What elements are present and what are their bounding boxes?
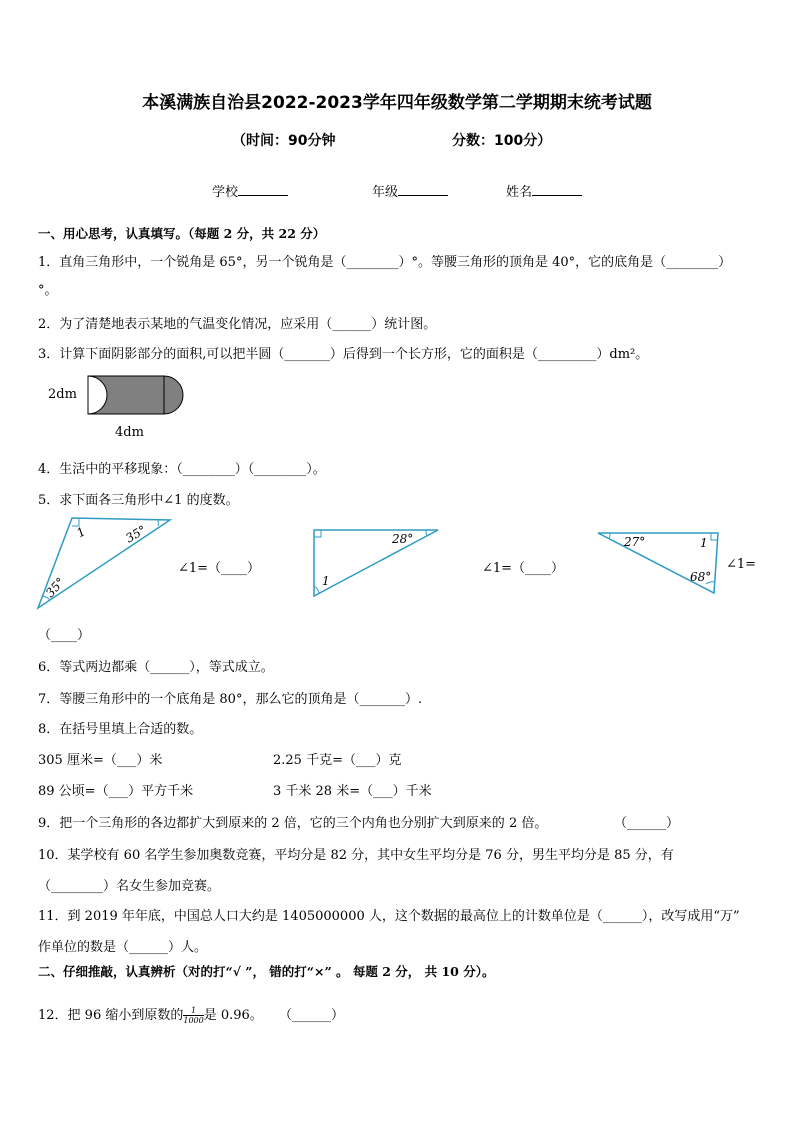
question-8: 8．在括号里填上合适的数。 [38, 722, 203, 737]
question-8-d: 3 千米 28 米=（___）千米 [273, 784, 432, 799]
triangle-3-angle-1: 1 [700, 536, 708, 550]
triangle-3-arc-a [609, 533, 610, 539]
grade-label: 年级 [372, 185, 399, 200]
question-3: 3．计算下面阴影部分的面积,可以把半圆（_______）后得到一个长方形，它的面积是（_________）dm²。 [38, 347, 649, 362]
figure-height-label: 2dm [48, 387, 77, 402]
triangle-1-angle-35-top: 35° [123, 522, 149, 546]
school-label: 学校 [212, 185, 239, 200]
triangle-2-angle-1: 1 [322, 574, 330, 588]
triangle-1-angle-1: 1 [74, 524, 88, 541]
triangle-2-angle-28: 28° [392, 532, 414, 546]
question-7: 7．等腰三角形中的一个底角是 80°，那么它的顶角是（_______）. [38, 692, 423, 707]
figure-width-label: 4dm [115, 425, 144, 440]
question-11-line2: 作单位的数是（______）人。 [38, 940, 208, 955]
question-9: 9．把一个三角形的各边都扩大到原来的 2 倍，它的三个内角也分别扩大到原来的 2 倍。 [38, 816, 548, 831]
question-5: 5．求下面各三角形中∠1 的度数。 [38, 493, 239, 508]
fraction-numerator: 1 [183, 1006, 203, 1016]
question-11-line1: 11．到 2019 年年底，中国总人口大约是 1405000000 人，这个数据的最高位上的计数单位是（______），改写成用“万” [38, 909, 740, 924]
page-title: 本溪满族自治县2022-2023学年四年级数学第二学期期末统考试题 [142, 93, 652, 113]
question-10-line1: 10．某学校有 60 名学生参加奥数竞赛，平均分是 82 分，其中女生平均分是 76 分，男生平均分是 85 分，有 [38, 848, 674, 863]
triangle-2-arc-a [426, 530, 427, 536]
triangle-2-right-angle-mark [314, 530, 321, 537]
name-label: 姓名 [506, 185, 533, 200]
triangle-3-answer: ∠1= [726, 557, 757, 572]
question-6: 6．等式两边都乘（______），等式成立。 [38, 660, 274, 675]
question-1-line2: °。 [38, 283, 58, 298]
exam-time: （时间：90分钟 [232, 133, 336, 149]
triangle-3-answer-cont: （____） [38, 628, 91, 643]
section-1-heading: 一、用心思考，认真填写。（每题 2 分，共 22 分） [38, 226, 326, 241]
question-1-line1: 1．直角三角形中，一个锐角是 65°，另一个锐角是（________）°。等腰三角形的顶角是 40°，它的底角是（________） [38, 255, 732, 270]
exam-score: 分数：100分） [452, 133, 552, 149]
triangle-3 [594, 529, 724, 599]
grade-field[interactable] [372, 181, 448, 200]
triangle-1-angle-35-bottom: 35° [42, 574, 68, 600]
section-2-heading: 二、仔细推敲，认真辨析（对的打“√ ”， 错的打“×” 。 每题 2 分， 共 10 分）。 [38, 964, 495, 979]
question-12-blank[interactable]: （______） [278, 1008, 344, 1023]
name-field[interactable] [506, 181, 582, 200]
question-10-line2: （________）名女生参加竞赛。 [38, 879, 221, 894]
fraction [183, 1006, 203, 1025]
school-blank[interactable] [238, 183, 288, 196]
semicircle-rectangle-figure [86, 375, 186, 417]
fraction-denominator: 1000 [183, 1016, 204, 1025]
triangle-2-answer: ∠1=（____） [482, 561, 565, 576]
question-9-blank[interactable]: （______） [614, 816, 680, 831]
right-semicircle [164, 376, 183, 414]
question-4: 4．生活中的平移现象：（________）（________）。 [38, 462, 326, 477]
question-12-pre: 12．把 96 缩小到原数的 [38, 1008, 184, 1023]
triangle-2 [310, 526, 444, 600]
question-12 [38, 1004, 344, 1025]
triangle-3-angle-68: 68° [690, 570, 712, 584]
triangle-1-answer: ∠1=（____） [178, 561, 261, 576]
question-12-post: 是 0.96。 [203, 1008, 263, 1023]
question-8-a: 305 厘米=（___）米 [38, 753, 163, 768]
triangle-1 [34, 514, 176, 614]
school-field[interactable] [212, 181, 288, 200]
question-2: 2．为了清楚地表示某地的气温变化情况，应采用（______）统计图。 [38, 317, 437, 332]
triangle-3-angle-27: 27° [624, 535, 646, 549]
question-8-c: 89 公顷=（___）平方千米 [38, 784, 194, 799]
question-8-b: 2.25 千克=（___）克 [273, 753, 402, 768]
name-blank[interactable] [532, 183, 582, 196]
triangle-2-shape [314, 530, 438, 596]
grade-blank[interactable] [398, 183, 448, 196]
